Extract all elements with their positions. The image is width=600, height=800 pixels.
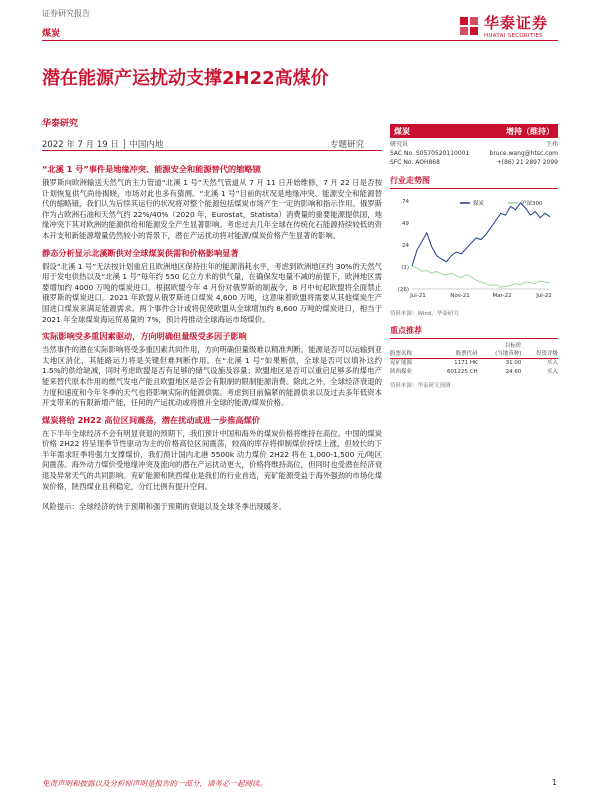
stock-target: 31.00 — [505, 360, 522, 366]
x-tick-label: Mar-22 — [492, 293, 512, 299]
stock-section-title: 重点推荐 — [390, 325, 558, 339]
rating-sector: 煤炭 — [394, 126, 410, 136]
logo-cn-text: 华泰证券 — [484, 14, 549, 32]
section-4 — [42, 415, 382, 493]
stock-target: 24.60 — [505, 369, 522, 375]
content-divider — [42, 150, 382, 151]
report-category: 证券研究报告 — [42, 9, 90, 18]
y-tick-label: (1) — [401, 265, 409, 271]
stock-rating: 买入 — [546, 369, 558, 375]
sidebar — [390, 124, 558, 389]
table-subheader: 股票代码 — [455, 351, 478, 357]
stock-rating: 买入 — [546, 360, 558, 366]
legend-label: 沪深300 — [521, 201, 543, 207]
x-tick-label: Jul-22 — [536, 293, 552, 299]
section-1 — [42, 164, 382, 242]
series-line-2 — [412, 266, 550, 287]
industry-chart — [390, 193, 558, 305]
stock-name: 陕西煤业 — [390, 369, 413, 375]
table-header — [390, 342, 427, 350]
y-tick-label: 24 — [402, 243, 409, 249]
main-content — [42, 158, 382, 513]
huatai-logo — [458, 12, 548, 39]
huatai-logo-icon — [458, 15, 480, 37]
stock-table — [390, 342, 558, 377]
stock-code: 601225 CH — [446, 369, 478, 375]
table-header — [427, 342, 478, 350]
section-body: 假设“北溪 1 号”无法按计划重启且欧洲地区保持往年的能源消耗水平，考虑到欧洲地区约 30%的天然气用于发电供热以及“北溪 1 号”每年约 550 亿立方米的供气量，在确保发电量不减的前提下，欧洲地区需要增加约 4000 万吨的煤炭进口。根据欧盟今年 4 月份对俄罗斯的制裁令，8 月中旬起欧盟将全面禁止俄罗斯的煤炭进口。2021 年欧盟从俄罗斯进口煤炭 4,600 万吨，这意味着欧盟将需要从其他煤炭生产国进口煤炭来满足能源需求。两个事件合计或将促使欧盟从全球增加约 8,600 万吨的煤炭进口，相当于 2021 年全球煤炭海运贸易量的 7%，预计将推动全球海运市场煤价。 — [42, 261, 382, 324]
analyst-phone: +(86) 21 2897 2099 — [496, 159, 558, 166]
table-header — [521, 342, 558, 350]
sector-tag: 煤炭 — [42, 29, 61, 39]
analyst-role: 研究员 — [390, 141, 409, 148]
table-source: 资料来源：华泰研究预测 — [390, 383, 451, 389]
page-number: 1 — [552, 778, 558, 787]
table-row — [390, 368, 558, 377]
section-3 — [42, 331, 382, 409]
section-body: 俄罗斯向欧洲输送天然气的主力管道“北溪 1 号”天然气管道从 7 月 11 日开始维修，7 月 22 日是否按计划恢复供气尚待揭晓，市场对此也多有猜测。“北溪 1 号”目前的状况是地缘冲突、能源安全和能源替代的缩略镜，我们认为后续其运行的状况将对整个能源包括煤炭市场产生一定的影响和指示作用。俄罗斯作为占欧洲石油和天然气约 22%/40%（2020 年，Eurostat，Statista）消费量的重要能源提供国，地缘冲突下其对欧洲的能源供给和能源安全产生显著影响。考虑过去几年全球在传统化石能源持续较低的资本开支和新能源增量仍然较小的背景下，潜在产运扰动将对能源/煤炭价格产生显著的影响。 — [42, 178, 382, 240]
analyst-sfc: SFC No. AOH868 — [390, 159, 440, 166]
section-heading: 煤炭将给 2H22 高位区间震荡，潜在扰动或进一步推高煤价 — [42, 414, 260, 425]
table-row — [390, 359, 558, 369]
analyst-name: 王玮 — [545, 141, 558, 148]
footer-disclaimer: 免责声明和披露以及分析师声明是报告的一部分，请务必一起阅读。 — [42, 779, 267, 788]
table-subheader: 投资评级 — [535, 351, 558, 357]
section-heading: “北溪 1 号”事件是地缘冲突、能源安全和能源替代的缩略镜 — [42, 164, 261, 174]
series-line-1 — [412, 203, 550, 266]
industry-chart-svg — [390, 193, 558, 305]
section-body: 当然事件的潜在实际影响将受多重因素共同作用，方向明确但量级难以精准判断。能源是否可以运输到亚太地区消化，其能路运力将是关键但难判断作用。在“北溪 1 号”如果断供，全球是否可以填补这约 1.5%的供给缺减，同时考虑欧盟是否有足够的储气设施及容量；欧盟地区是否可以重启足够多的煤电产能来替代原本作用的燃气发电产能且欧盟地区是否会有限制的限制能源消费。除此之外，全球经济衰退的力度和速度和今年冬季的天气也将影响实际的能源供需。考虑到目前偏紧的能源供求以及过去多年低资本开支带来的有限新增产能，任何的产运扰动或将推升全球的能源/煤炭价格。 — [42, 345, 382, 408]
report-subtitle: 华泰研究 — [42, 119, 79, 129]
section-heading: 实际影响受多重因素驱动，方向明确但量级受多因子影响 — [42, 331, 247, 342]
section-2 — [42, 248, 382, 326]
logo-en-text: HUATAI SECURITIES — [484, 33, 543, 39]
chart-source: 资料来源：Wind，华泰研究 — [390, 311, 459, 317]
report-type: 专题研究 — [330, 140, 365, 150]
rating-value: 增持（维持） — [506, 126, 554, 136]
section-body: 在下半年全球经济不会有明显衰退的预期下，我们预计中国和海外的煤炭价格将维持在高位。中国的煤炭价格 2H22 将呈现季节性驱动为主的价格高位区间震荡，较高的库存将抑制煤价持续上涨，但较长的下半年需求旺季将强力支撑煤价，我们预计国内北港 5500k 动力煤价 2H22 将在 1,000-1,500 元/吨区间震荡。海外动力煤价受地缘冲突及流向的潜在产运扰动更大，价格将维持高位，但同时也受潜在经济衰退及异常天气的共同影响。兖矿能源和陕西煤业是我们的行业首选，兖矿能源受益于海外强劲的市场化煤炭价格，陕西煤业且利稳定，分红比例有提升空间。 — [42, 428, 382, 491]
legend-label: 煤炭 — [473, 201, 485, 207]
table-header: 目标价 — [504, 343, 522, 349]
analyst-email[interactable]: bruce.wang@htsc.com — [489, 150, 558, 157]
x-tick-label: Jul-21 — [410, 293, 426, 299]
report-title: 潜在能源产运扰动支撑2H22高煤价 — [42, 68, 329, 89]
dateline: 2022 年 7 月 19 日 │ 中国内地 — [42, 140, 164, 150]
risk-note: 风险提示：全球经济的快于预期和强于预期的衰退以及全球冬季出现暖冬。 — [42, 502, 286, 512]
top-divider — [42, 40, 558, 41]
rating-bar — [390, 124, 558, 138]
table-subheader: 股票名称 — [390, 351, 413, 357]
section-heading: 静态分析显示北溪断供对全球煤炭供需和价格影响显著 — [42, 247, 239, 258]
y-tick-label: 74 — [402, 199, 409, 205]
analyst-sac: SAC No. S0570520110001 — [390, 150, 470, 157]
table-subheader: (当地币种) — [495, 351, 522, 357]
stock-name: 兖矿能源 — [390, 360, 413, 366]
x-tick-label: Nov-21 — [450, 293, 470, 299]
stock-code: 1171 HK — [454, 360, 478, 366]
analyst-info — [390, 140, 558, 167]
y-tick-label: (26) — [397, 287, 409, 293]
chart-section-title: 行业走势图 — [390, 175, 558, 189]
y-tick-label: 49 — [402, 221, 409, 227]
